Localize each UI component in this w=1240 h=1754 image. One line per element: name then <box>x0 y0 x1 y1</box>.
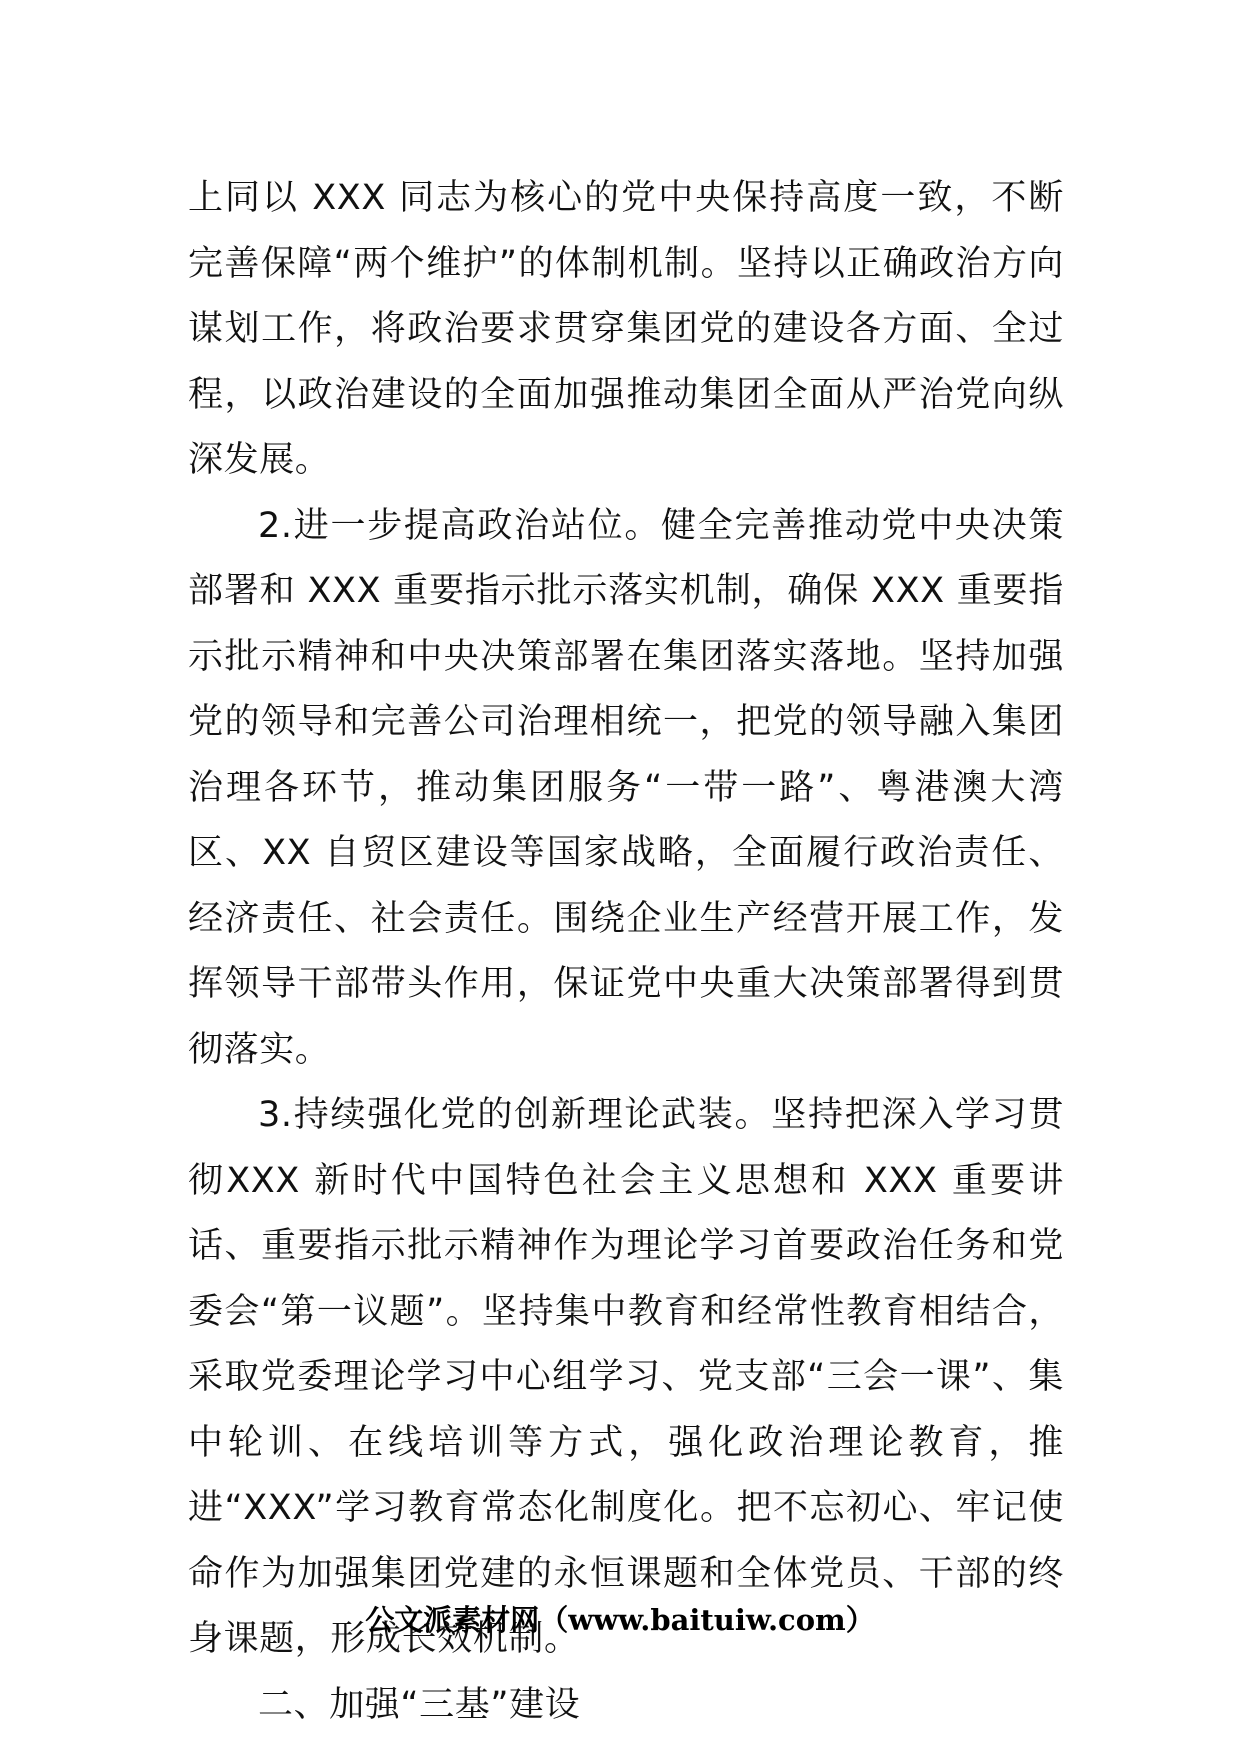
paragraph-item-2: 2.进一步提高政治站位。健全完善推动党中央决策部署和 XXX 重要指示批示落实机制，确保 XXX 重要指示批示精神和中央决策部署在集团落实落地。坚持加强党的领导和完善公司治理相统一，把党的领导融入集团治理各环节，推动集团服务“一带一路”、粤港澳大湾区、XX 自贸区建设等国家战略，全面履行政治责任、经济责任、社会责任。围绕企业生产经营开展工作，发挥领导干部带头作用，保证党中央重大决策部署得到贯彻落实。 <box>188 505 1064 1070</box>
paragraph-item-3: 3.持续强化党的创新理论武装。坚持把深入学习贯彻XXX 新时代中国特色社会主义思想和 XXX 重要讲话、重要指示批示精神作为理论学习首要政治任务和党委会“第一议题”。坚持集中教育和经常性教育相结合，采取党委理论学习中心组学习、党支部“三会一课”、集中轮训、在线培训等方式，强化政治理论教育，推进“XXX”学习教育常态化制度化。把不忘初心、牢记使命作为加强集团党建的永恒课题和全体党员、干部的终身课题，形成长效机制。 <box>188 1095 1064 1659</box>
document-body <box>188 166 1064 1738</box>
section-heading: 二、加强“三基”建设 <box>258 1684 581 1725</box>
footer-watermark: 公文派素材网（www.baituiw.com） <box>365 1603 875 1637</box>
paragraph-continuation: 上同以 XXX 同志为核心的党中央保持高度一致，不断完善保障“两个维护”的体制机制。坚持以正确政治方向谋划工作，将政治要求贯穿集团党的建设各方面、全过程，以政治建设的全面加强推动集团全面从严治党向纵深发展。 <box>188 178 1064 480</box>
